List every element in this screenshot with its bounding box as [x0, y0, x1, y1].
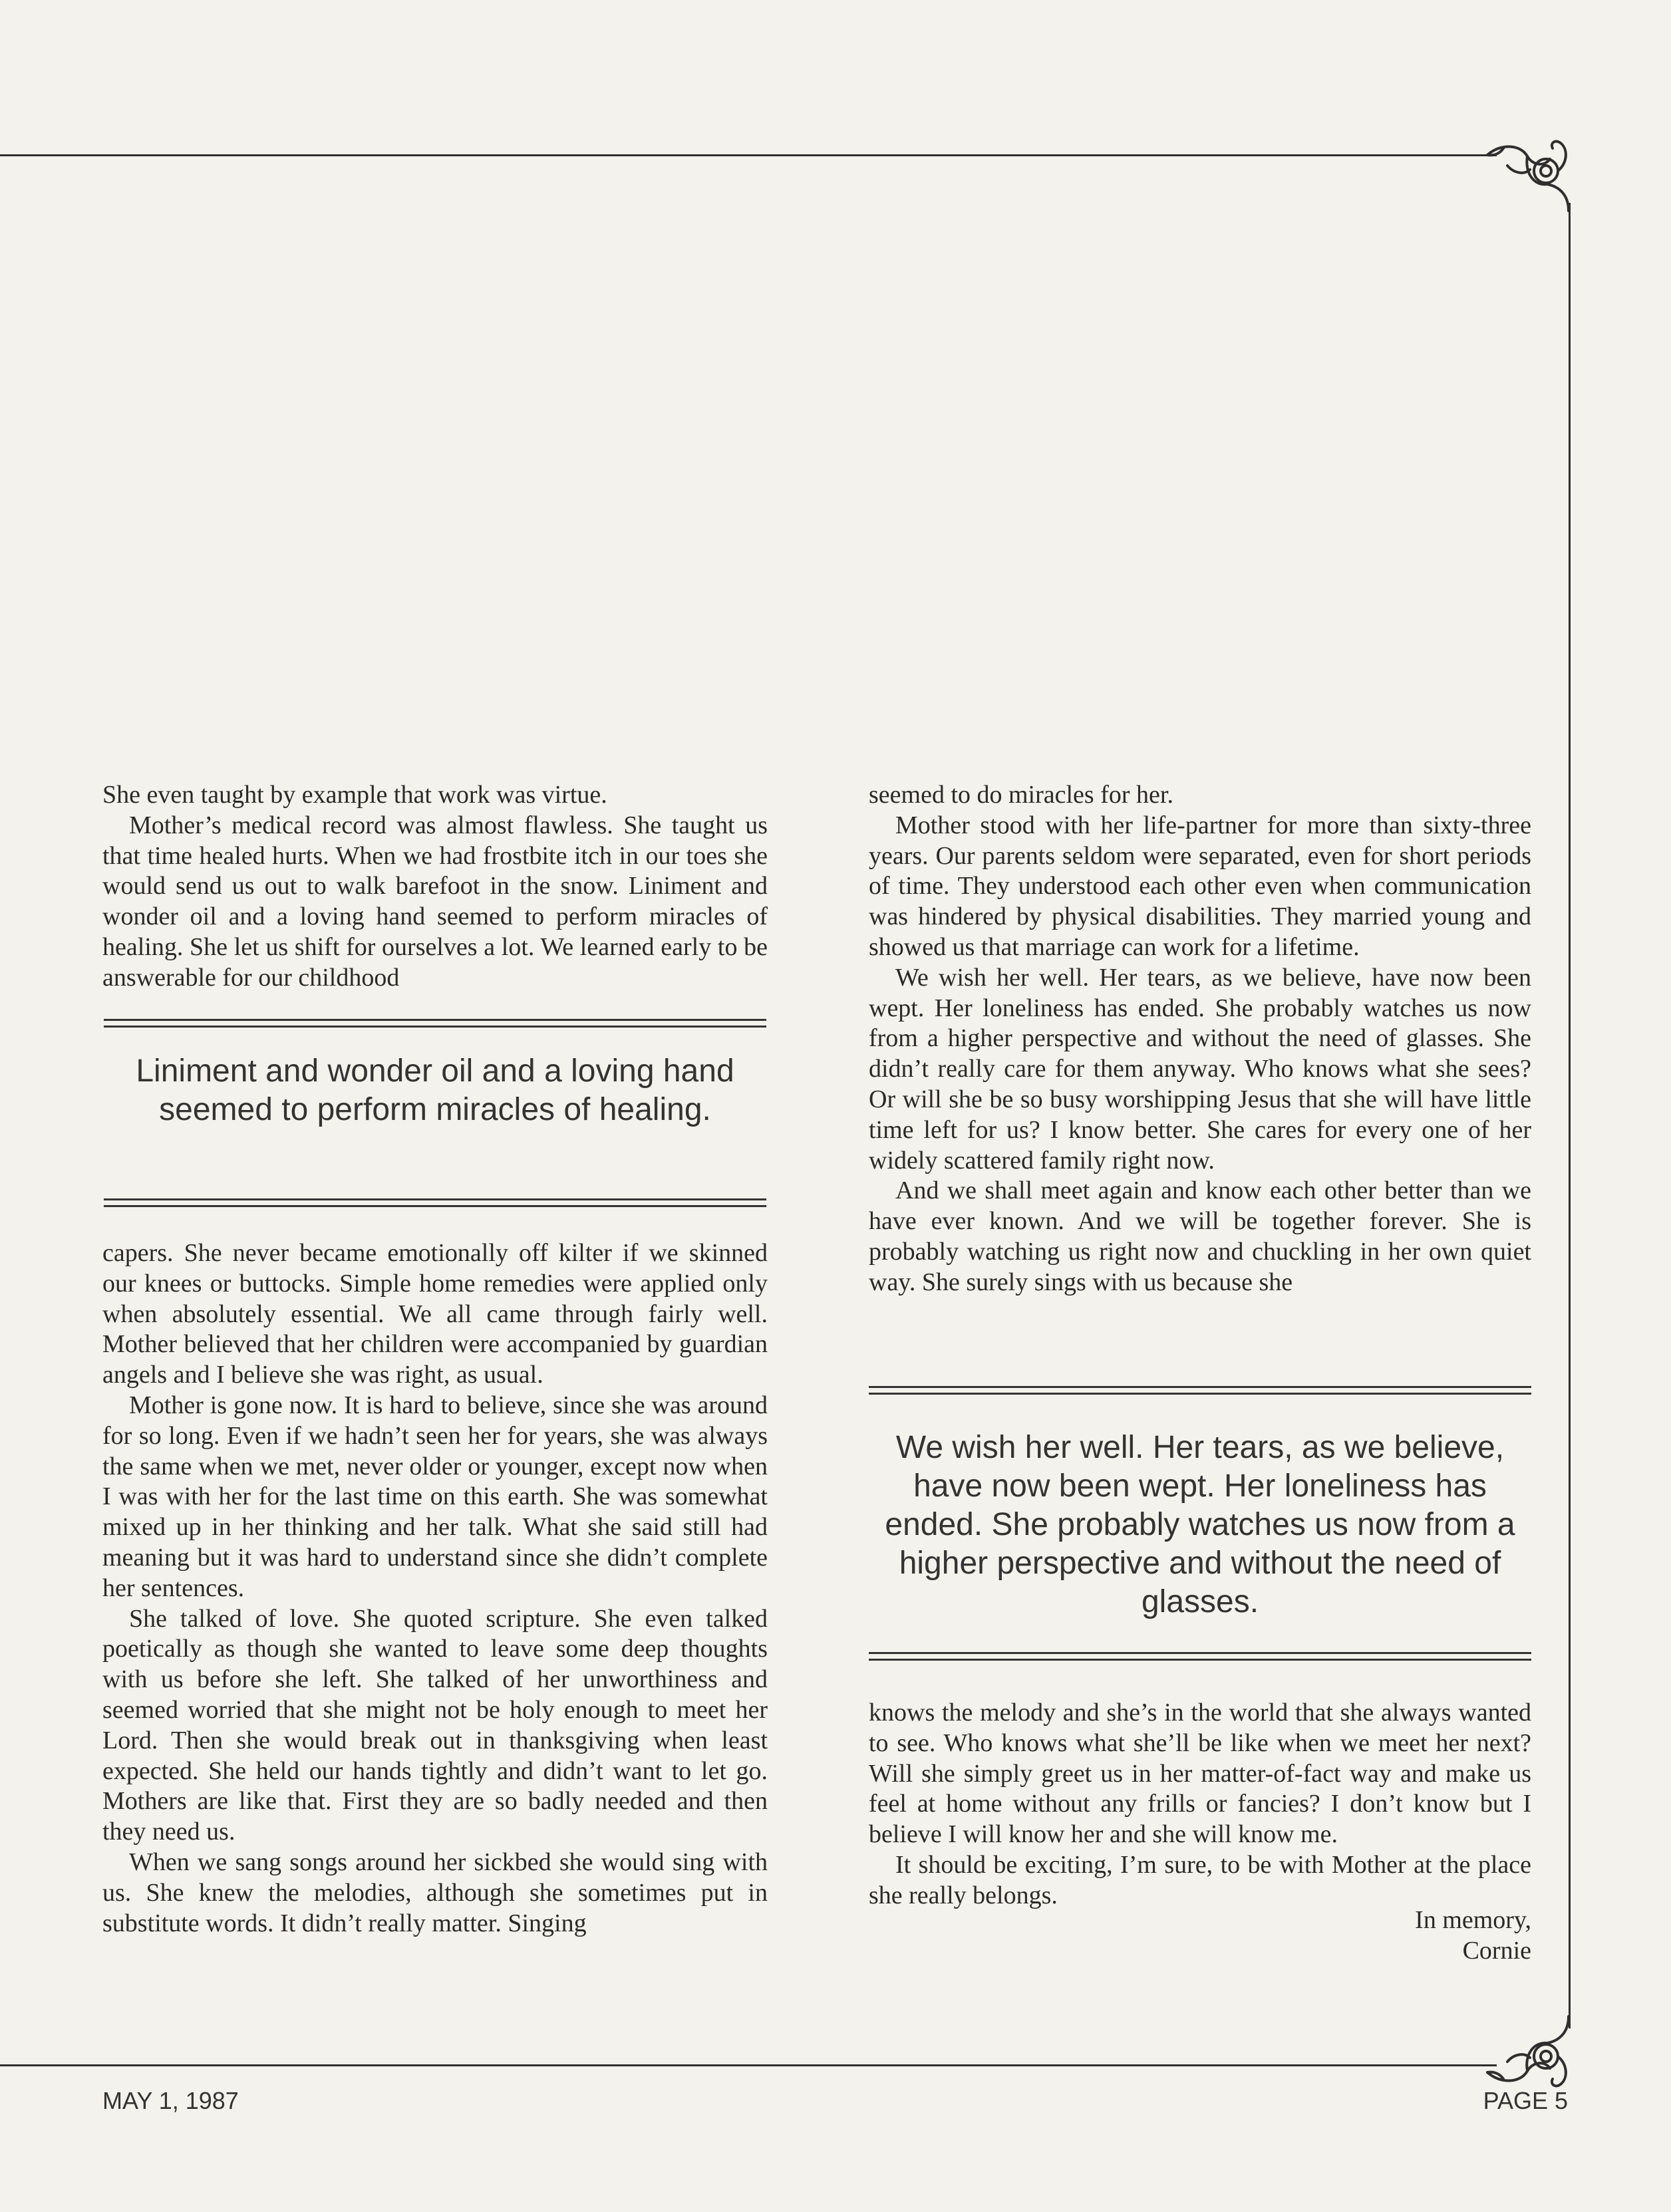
signoff — [1415, 1905, 1531, 1966]
pull-quote-rule-bottom — [869, 1652, 1531, 1661]
paragraph: Mother’s medical record was almost flawless. She taught us that time healed hurts. When we had frostbite itch in our toes she would send us out to walk barefoot in the snow. Liniment and wonder oil and a loving hand seemed to perform miracles of healing. She let us shift for ourselves a lot. We learned early to be answerable for our childhood — [102, 811, 768, 992]
footer-page-number: PAGE 5 — [1483, 2087, 1568, 2114]
pull-quote-rule-top — [869, 1386, 1531, 1395]
paragraph: When we sang songs around her sickbed she would sing with us. She knew the melodies, although she sometimes put in substitute words. It didn’t really matter. Singing — [102, 1848, 768, 1937]
scroll-ornament-icon — [1481, 136, 1581, 213]
paragraph: She even taught by example that work was virtue. — [102, 781, 607, 809]
pull-quote-right: We wish her well. Her tears, as we believe, have now been wept. Her loneliness has ended. She probably watches us now from a higher perspective and without the need of glasses. — [885, 1430, 1515, 1619]
paragraph: It should be exciting, I’m sure, to be with Mother at the place she really belongs. — [869, 1850, 1531, 1909]
paragraph: capers. She never became emotionally off kilter if we skinned our knees or buttocks. Simple home remedies were applied only when absolutely essential. We all came through fairly well. Mother believed that her children were accompanied by guardian angels and I believe she was right, as usual. — [102, 1239, 768, 1389]
paragraph: seemed to do miracles for her. — [869, 781, 1173, 809]
paragraph: She talked of love. She quoted scripture. She even talked poetically as though she wanted to leave some deep thoughts with us before she left. She talked of her unworthiness and seemed worried that she might not be holy enough to meet her Lord. Then she would break out in thanksgiving when least expected. She held our hands tightly and didn’t want to let go. Mothers are like that. First they are so badly needed and then they need us. — [102, 1604, 768, 1846]
footer-date: MAY 1, 1987 — [102, 2087, 239, 2114]
pull-quote-left: Liniment and wonder oil and a loving hand seemed to perform miracles of healing. — [136, 1053, 734, 1127]
left-column-block-2 — [102, 1238, 768, 1939]
paragraph: knows the melody and she’s in the world that she always wanted to see. Who knows what she’ll be like when we meet her next? Will she simply greet us in her matter-of-fact way and make us feel at home without any frills or fancies? I don’t know but I believe I will know her and she will know me. — [869, 1699, 1531, 1849]
signoff-name: Cornie — [1462, 1937, 1531, 1965]
signoff-line-1: In memory, — [1415, 1906, 1531, 1934]
right-column-block-1 — [869, 780, 1531, 1298]
right-column-block-2 — [869, 1698, 1531, 1911]
paragraph: Mother is gone now. It is hard to believe, since she was around for so long. Even if we hadn’t seen her for years, she was always the same when we met, never older or younger, except now when I was with her for the last time on this earth. She was somewhat mixed up in her thinking and her talk. What she said still had meaning but it was hard to understand since she didn’t complete her sentences. — [102, 1391, 768, 1602]
scroll-ornament-icon — [1481, 2015, 1581, 2092]
paragraph: And we shall meet again and know each other better than we have ever known. And we will be together forever. She is probably watching us right now and chuckling in her own quiet way. She surely sings with us because she — [869, 1176, 1531, 1296]
paragraph: We wish her well. Her tears, as we believe, have now been wept. Her loneliness has ended. She probably watches us now from a higher perspective and without the need of glasses. She didn’t really care for them anyway. Who knows what she sees? Or will she be so busy worshipping Jesus that she will have little time left for us? I know better. She cares for every one of her widely scattered family right now. — [869, 963, 1531, 1175]
pull-quote-rule-bottom — [104, 1198, 766, 1207]
left-column-block-1 — [102, 780, 768, 994]
top-border-rule — [0, 154, 1497, 156]
paragraph: Mother stood with her life-partner for more than sixty-three years. Our parents seldom were separated, even for short periods of time. They understood each other even when communication was hindered by physical disabilities. They married young and showed us that marriage can work for a lifetime. — [869, 811, 1531, 961]
right-border-rule — [1569, 203, 1571, 2028]
pull-quote-rule-top — [104, 1019, 766, 1028]
bottom-border-rule — [0, 2064, 1497, 2066]
